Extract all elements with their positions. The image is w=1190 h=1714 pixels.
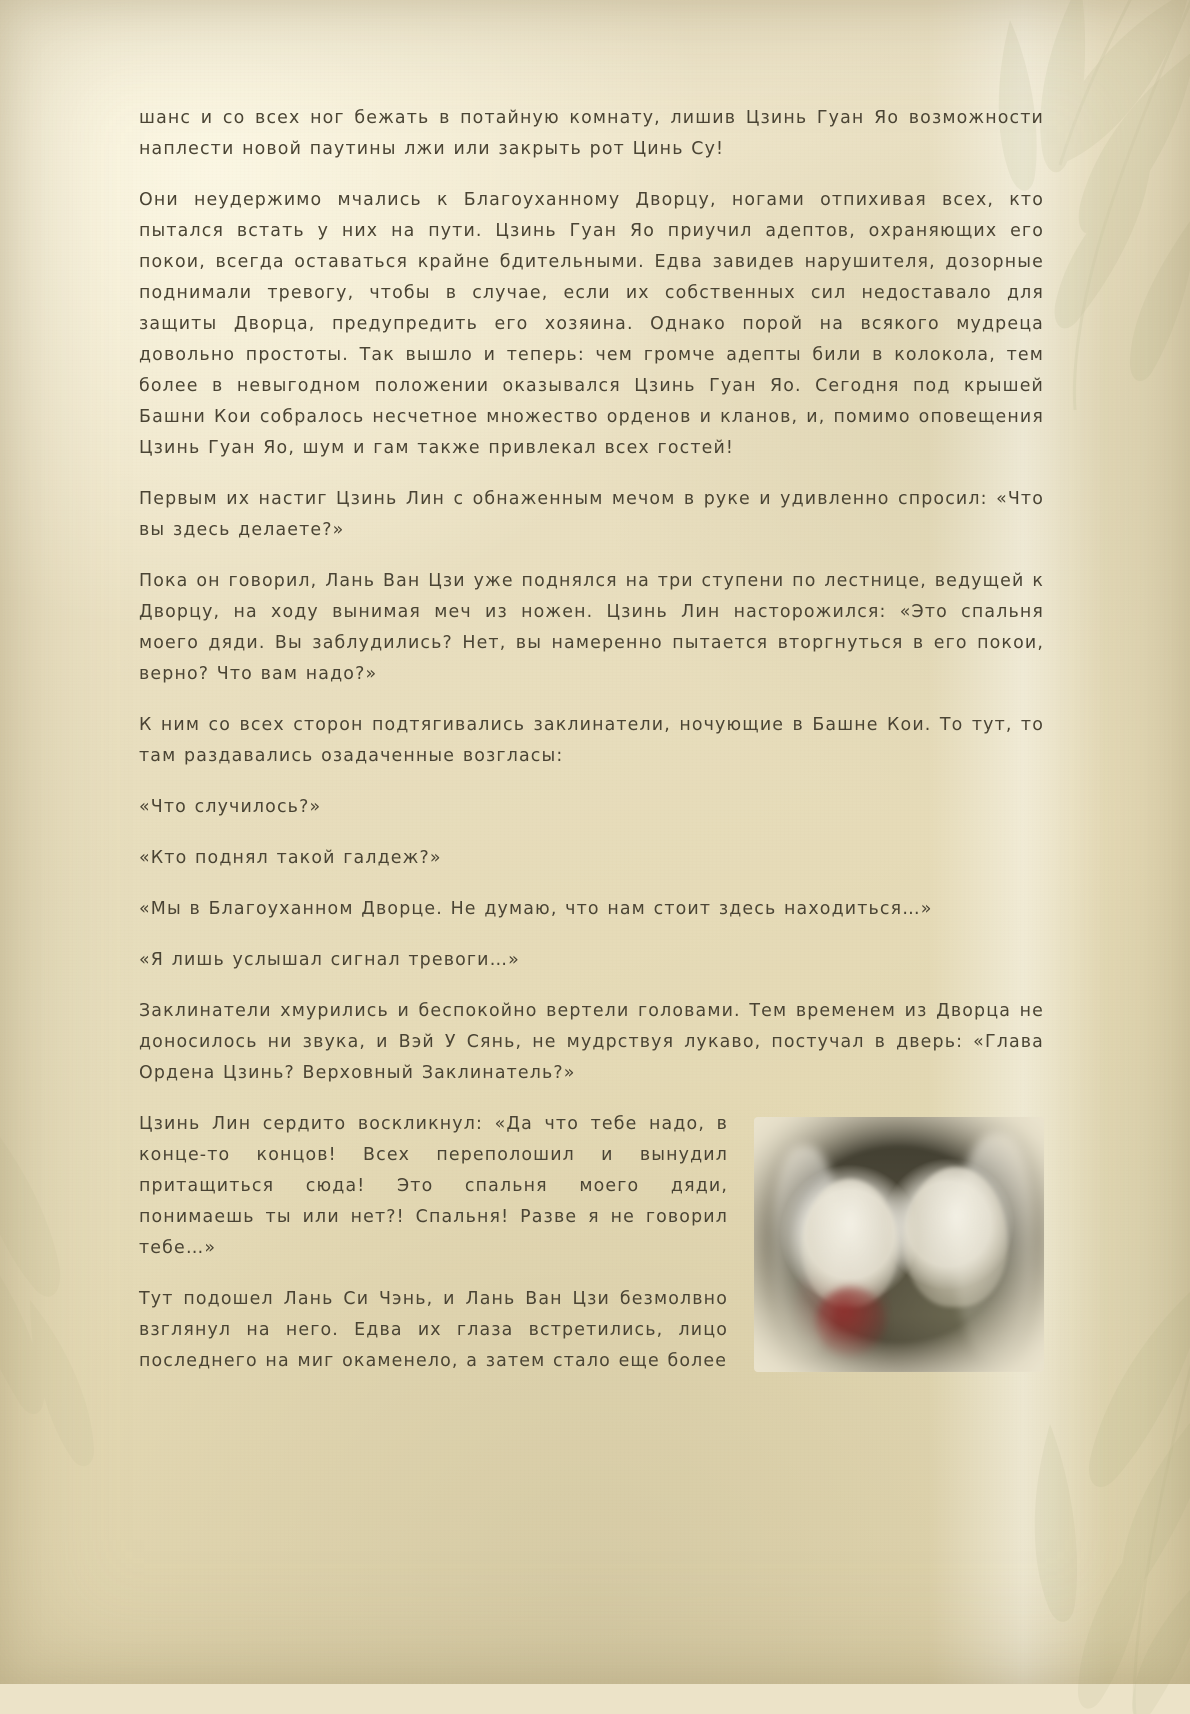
paragraph: «Я лишь услышал сигнал тревоги…» xyxy=(139,950,520,970)
paragraph: Тут подошел Лань Си Чэнь, и Лань Ван Цзи безмолвно взглянул на него. Едва их глаза встретились, лицо последнего на миг окаменело, а затем стало еще более xyxy=(139,1289,728,1371)
paragraph: «Что случилось?» xyxy=(139,797,322,817)
page-text-column xyxy=(139,103,1044,1378)
paragraph: Заклинатели хмурились и беспокойно вертели головами. Тем временем из Дворца не доносилось ни звука, и Вэй У Сянь, не мудрствуя лукаво, постучал в дверь: «Глава Ордена Цзинь? Верховный Заклинатель?» xyxy=(139,1001,1044,1083)
paragraph: Пока он говорил, Лань Ван Цзи уже поднялся на три ступени по лестнице, ведущей к Дворцу, на ходу вынимая меч из ножен. Цзинь Лин насторожился: «Это спальня моего дяди. Вы заблудились? Нет, вы намеренно пытается вторгнуться в его покои, верно? Что вам надо?» xyxy=(139,571,1044,684)
artwork-edge-fade xyxy=(754,1117,1044,1372)
illustration-two-characters xyxy=(754,1117,1044,1372)
paragraph: «Мы в Благоуханном Дворце. Не думаю, что нам стоит здесь находиться…» xyxy=(139,899,933,919)
paragraph: К ним со всех сторон подтягивались заклинатели, ночующие в Башне Кои. То тут, то там раздавались озадаченные возгласы: xyxy=(139,715,1044,766)
paragraph: Цзинь Лин сердито воскликнул: «Да что тебе надо, в конце-то концов! Всех переполошил и вынудил притащиться сюда! Это спальня моего дяди, понимаешь ты или нет?! Спальня! Разве я не говорил тебе…» xyxy=(139,1114,728,1258)
paragraph: Первым их настиг Цзинь Лин с обнаженным мечом в руке и удивленно спросил: «Что вы здесь делаете?» xyxy=(139,489,1044,540)
paragraph: Они неудержимо мчались к Благоуханному Дворцу, ногами отпихивая всех, кто пытался встать у них на пути. Цзинь Гуан Яо приучил адептов, охраняющих его покои, всегда оставаться крайне бдительными. Едва завидев нарушителя, дозорные поднимали тревогу, чтобы в случае, если их собственных сил недоставало для защиты Дворца, предупредить его хозяина. Однако порой на всякого мудреца довольно простоты. Так вышло и теперь: чем громче адепты били в колокола, тем более в невыгодном положении оказывался Цзинь Гуан Яо. Сегодня под крышей Башни Кои собралось несчетное множество орденов и кланов, и, помимо оповещения Цзинь Гуан Яо, шум и гам также привлекал всех гостей! xyxy=(139,190,1044,458)
paragraph: «Кто поднял такой галдеж?» xyxy=(139,848,442,868)
paragraph: шанс и со всех ног бежать в потайную комнату, лишив Цзинь Гуан Яо возможности наплести новой паутины лжи или закрыть рот Цинь Су! xyxy=(139,108,1044,159)
